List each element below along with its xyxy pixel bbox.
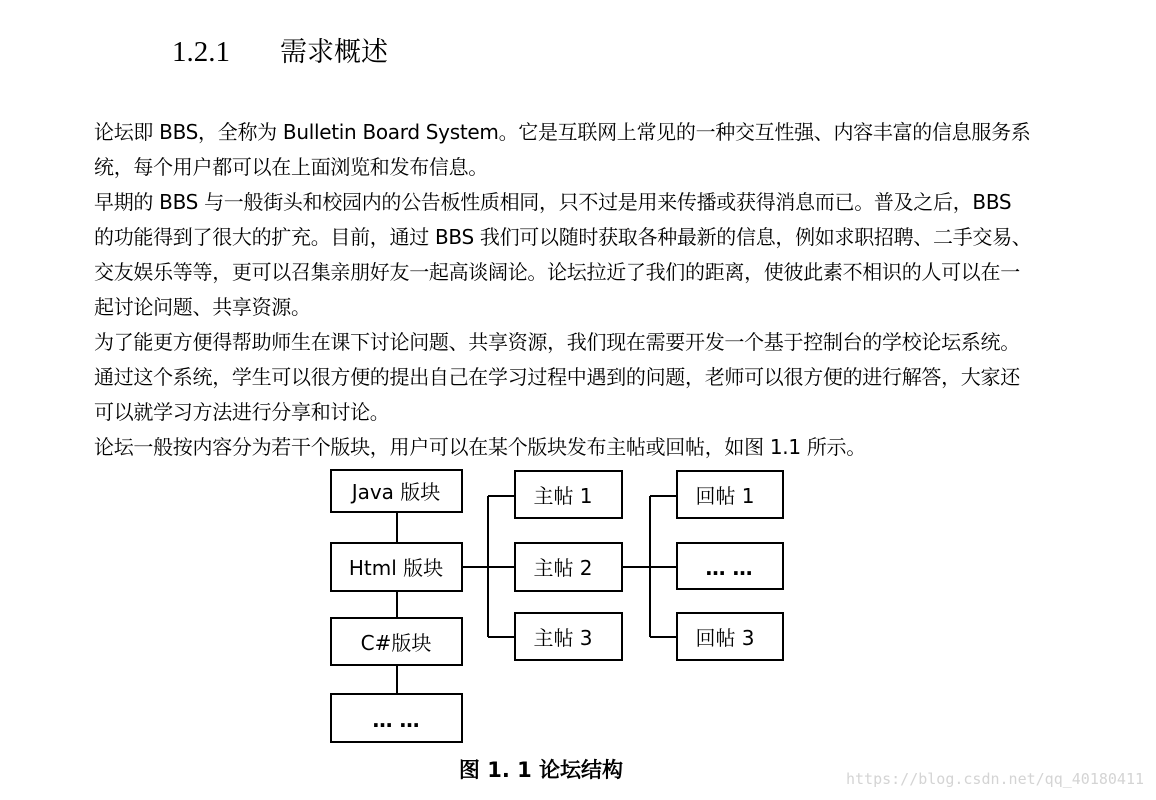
board-label-java: Java 版块 xyxy=(351,480,441,504)
reply-label-1: 回帖 1 xyxy=(695,484,755,508)
reply-label-more: … … xyxy=(705,556,753,580)
board-label-html: Html 版块 xyxy=(348,556,444,580)
board-label-csharp: C#版块 xyxy=(360,631,432,655)
post-label-3: 主帖 3 xyxy=(533,626,593,650)
paragraph-purpose: 为了能更方便得帮助师生在课下讨论问题、共享资源，我们现在需要开发一个基于控制台的学校论坛系统。通过这个系统，学生可以很方便的提出自己在学习过程中遇到的问题，老师可以很方便的进行解答，大家还可以就学习方法进行分享和讨论。 xyxy=(94,330,1020,424)
paragraph-structure: 论坛一般按内容分为若干个版块，用户可以在某个版块发布主帖或回帖，如图 1.1 所示。 xyxy=(94,435,866,459)
section-title: 需求概述 xyxy=(280,37,388,68)
figure-caption-text: 图 1. 1 论坛结构 xyxy=(458,758,624,782)
paragraph-history: 早期的 BBS 与一般街头和校园内的公告板性质相同，只不过是用来传播或获得消息而已。普及之后，BBS 的功能得到了很大的扩充。目前，通过 BBS 我们可以随时获取各种最新的信息，例如求职招聘、二手交易、交友娱乐等等，更可以召集亲朋好友一起高谈阔论。论坛拉近了我们的距离，使彼此素不相识的人可以在一起讨论问题、共享资源。 xyxy=(94,190,1032,319)
post-label-2: 主帖 2 xyxy=(533,556,593,580)
paragraph-intro: 论坛即 BBS，全称为 Bulletin Board System。它是互联网上常见的一种交互性强、内容丰富的信息服务系统，每个用户都可以在上面浏览和发布信息。 xyxy=(94,120,1031,179)
section-number: 1.2.1 xyxy=(172,36,230,68)
watermark: https://blog.csdn.net/qq_40180411 xyxy=(845,770,1144,788)
post-label-1: 主帖 1 xyxy=(533,484,593,508)
reply-label-3: 回帖 3 xyxy=(695,626,755,650)
board-label-more: … … xyxy=(372,708,420,732)
